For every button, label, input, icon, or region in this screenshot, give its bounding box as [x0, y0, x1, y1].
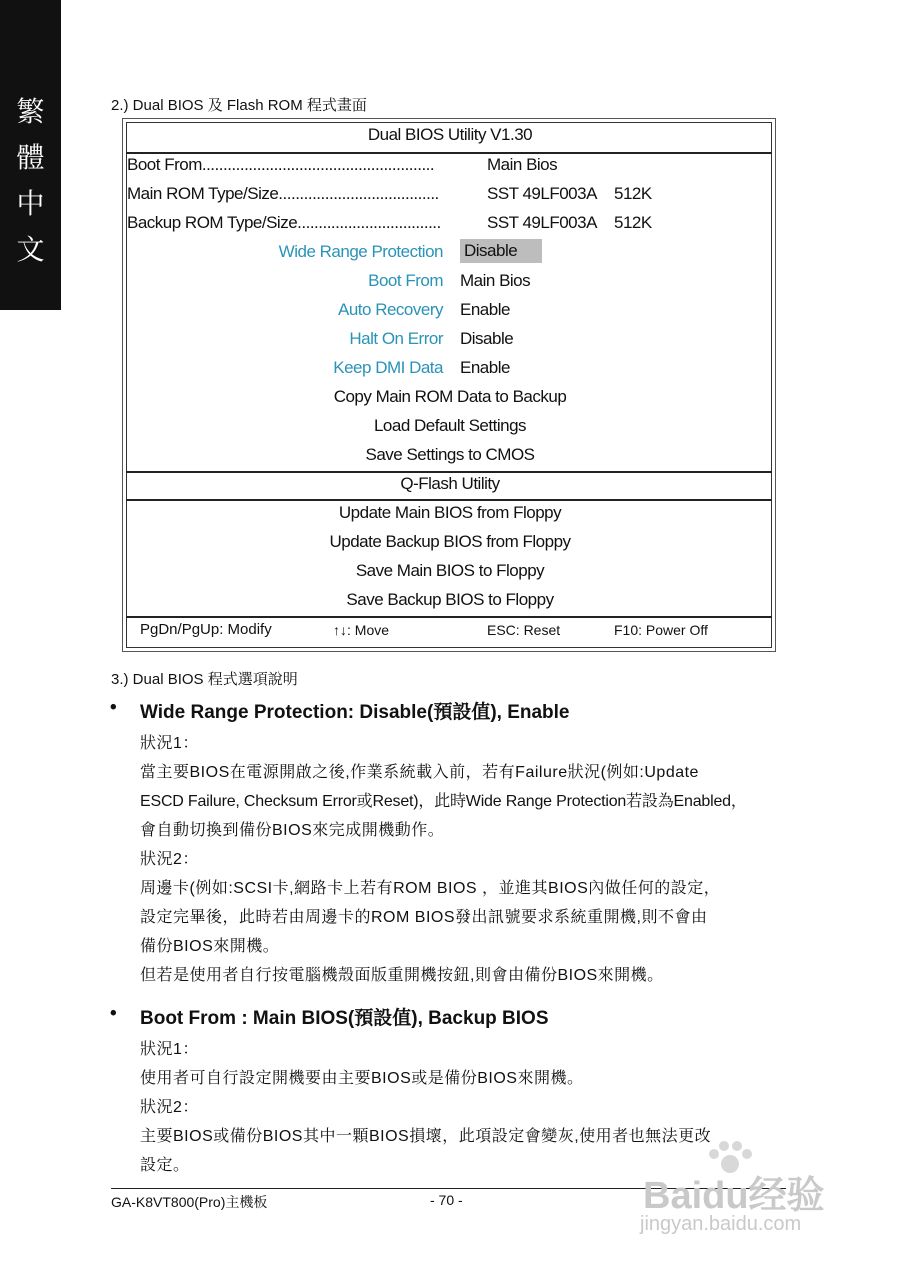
item-title-boot-from: Boot From : Main BIOS(預設值), Backup BIOS	[140, 1008, 549, 1029]
info-value-boot-from: Main Bios	[487, 155, 558, 174]
qflash-update-main[interactable]: Update Main BIOS from Floppy	[338, 503, 562, 522]
item2-line: 狀況2：	[140, 1099, 199, 1116]
qflash-save-main[interactable]: Save Main BIOS to Floppy	[355, 561, 545, 580]
bios-title: Dual BIOS Utility V1.30	[367, 125, 533, 144]
section-2-heading: 2.) Dual BIOS 及 Flash ROM 程式畫面	[111, 97, 367, 114]
item2-line: 主要BIOS或備份BIOS其中一顆BIOS損壞，此項設定會變灰,使用者也無法更改	[140, 1128, 712, 1145]
footer-move-hint: ↑↓: Move	[333, 622, 390, 638]
item2-line: 設定。	[140, 1157, 190, 1174]
side-tab-char: 體	[16, 141, 45, 174]
footer-model: GA-K8VT800(Pro)主機板	[111, 1194, 268, 1210]
divider	[126, 499, 772, 501]
item1-line: 周邊卡(例如:SCSI卡,網路卡上若有ROM BIOS ，並進其BIOS內做任何的設定，	[140, 880, 721, 897]
footer-page-number: - 70 -	[430, 1192, 463, 1208]
side-tab-char: 中	[16, 187, 45, 220]
item1-line: 會自動切換到備份BIOS來完成開機動作。	[140, 822, 445, 839]
info-size-main-rom: 512K	[614, 184, 652, 203]
action-load-default-settings[interactable]: Load Default Settings	[373, 416, 527, 435]
watermark-brand: Baidu经验	[643, 1175, 825, 1217]
item1-line: 狀況1：	[140, 735, 199, 752]
action-copy-main-rom[interactable]: Copy Main ROM Data to Backup	[333, 387, 567, 406]
info-value-backup-rom: SST 49LF003A	[487, 213, 597, 232]
item2-line: 使用者可自行設定開機要由主要BIOS或是備份BIOS來開機。	[140, 1070, 584, 1087]
item1-line: 但若是使用者自行按電腦機殼面版重開機按鈕,則會由備份BIOS來開機。	[140, 967, 664, 984]
info-label-backup-rom: Backup ROM Type/Size..................................	[127, 213, 441, 232]
item-bullet: •	[110, 697, 117, 718]
option-value-boot-from[interactable]: Main Bios	[460, 271, 531, 290]
info-label-main-rom: Main ROM Type/Size......................................	[127, 184, 439, 203]
qflash-update-backup[interactable]: Update Backup BIOS from Floppy	[329, 532, 571, 551]
divider	[126, 152, 772, 154]
item-title-wide-range-protection: Wide Range Protection: Disable(預設值), Enable	[140, 702, 570, 723]
action-save-settings-cmos[interactable]: Save Settings to CMOS	[365, 445, 535, 464]
item1-line: 備份BIOS來開機。	[140, 938, 280, 955]
info-label-boot-from: Boot From.......................................................	[127, 155, 435, 174]
item-bullet: •	[110, 1003, 117, 1024]
option-value-halt-on-error[interactable]: Disable	[460, 329, 514, 348]
section-3-heading: 3.) Dual BIOS 程式選項說明	[111, 671, 298, 688]
option-value-wide-range-protection[interactable]: Disable	[460, 239, 542, 263]
qflash-save-backup[interactable]: Save Backup BIOS to Floppy	[346, 590, 554, 609]
item1-line: 設定完畢後，此時若由周邊卡的ROM BIOS發出訊號要求系統重開機,則不會由	[140, 909, 708, 926]
info-value-main-rom: SST 49LF003A	[487, 184, 597, 203]
item2-line: 狀況1：	[140, 1041, 199, 1058]
item1-line: 當主要BIOS在電源開啟之後,作業系統載入前，若有Failure狀況(例如:Update	[140, 764, 699, 781]
option-value-keep-dmi-data[interactable]: Enable	[460, 358, 510, 377]
info-size-backup-rom: 512K	[614, 213, 652, 232]
watermark-url: jingyan.baidu.com	[640, 1213, 802, 1235]
footer-power-hint: F10: Power Off	[614, 622, 708, 638]
item1-line: ESCD Failure, Checksum Error或Reset)，此時Wide Range Protection若設為Enabled，	[140, 793, 747, 810]
option-label-keep-dmi-data: Keep DMI Data	[333, 358, 443, 377]
option-label-auto-recovery: Auto Recovery	[338, 300, 443, 319]
option-value-auto-recovery[interactable]: Enable	[460, 300, 510, 319]
bios-screen	[122, 118, 776, 652]
language-side-tab	[0, 0, 61, 310]
qflash-title: Q-Flash Utility	[400, 474, 500, 493]
side-tab-char: 繁	[16, 95, 45, 128]
side-tab-char: 文	[16, 233, 45, 266]
option-label-wide-range-protection: Wide Range Protection	[278, 242, 443, 261]
option-label-boot-from: Boot From	[368, 271, 443, 290]
option-label-halt-on-error: Halt On Error	[349, 329, 443, 348]
footer-modify-hint: PgDn/PgUp: Modify	[140, 621, 272, 638]
item1-line: 狀況2：	[140, 851, 199, 868]
footer-reset-hint: ESC: Reset	[487, 622, 561, 638]
divider	[126, 471, 772, 473]
divider	[126, 616, 772, 618]
